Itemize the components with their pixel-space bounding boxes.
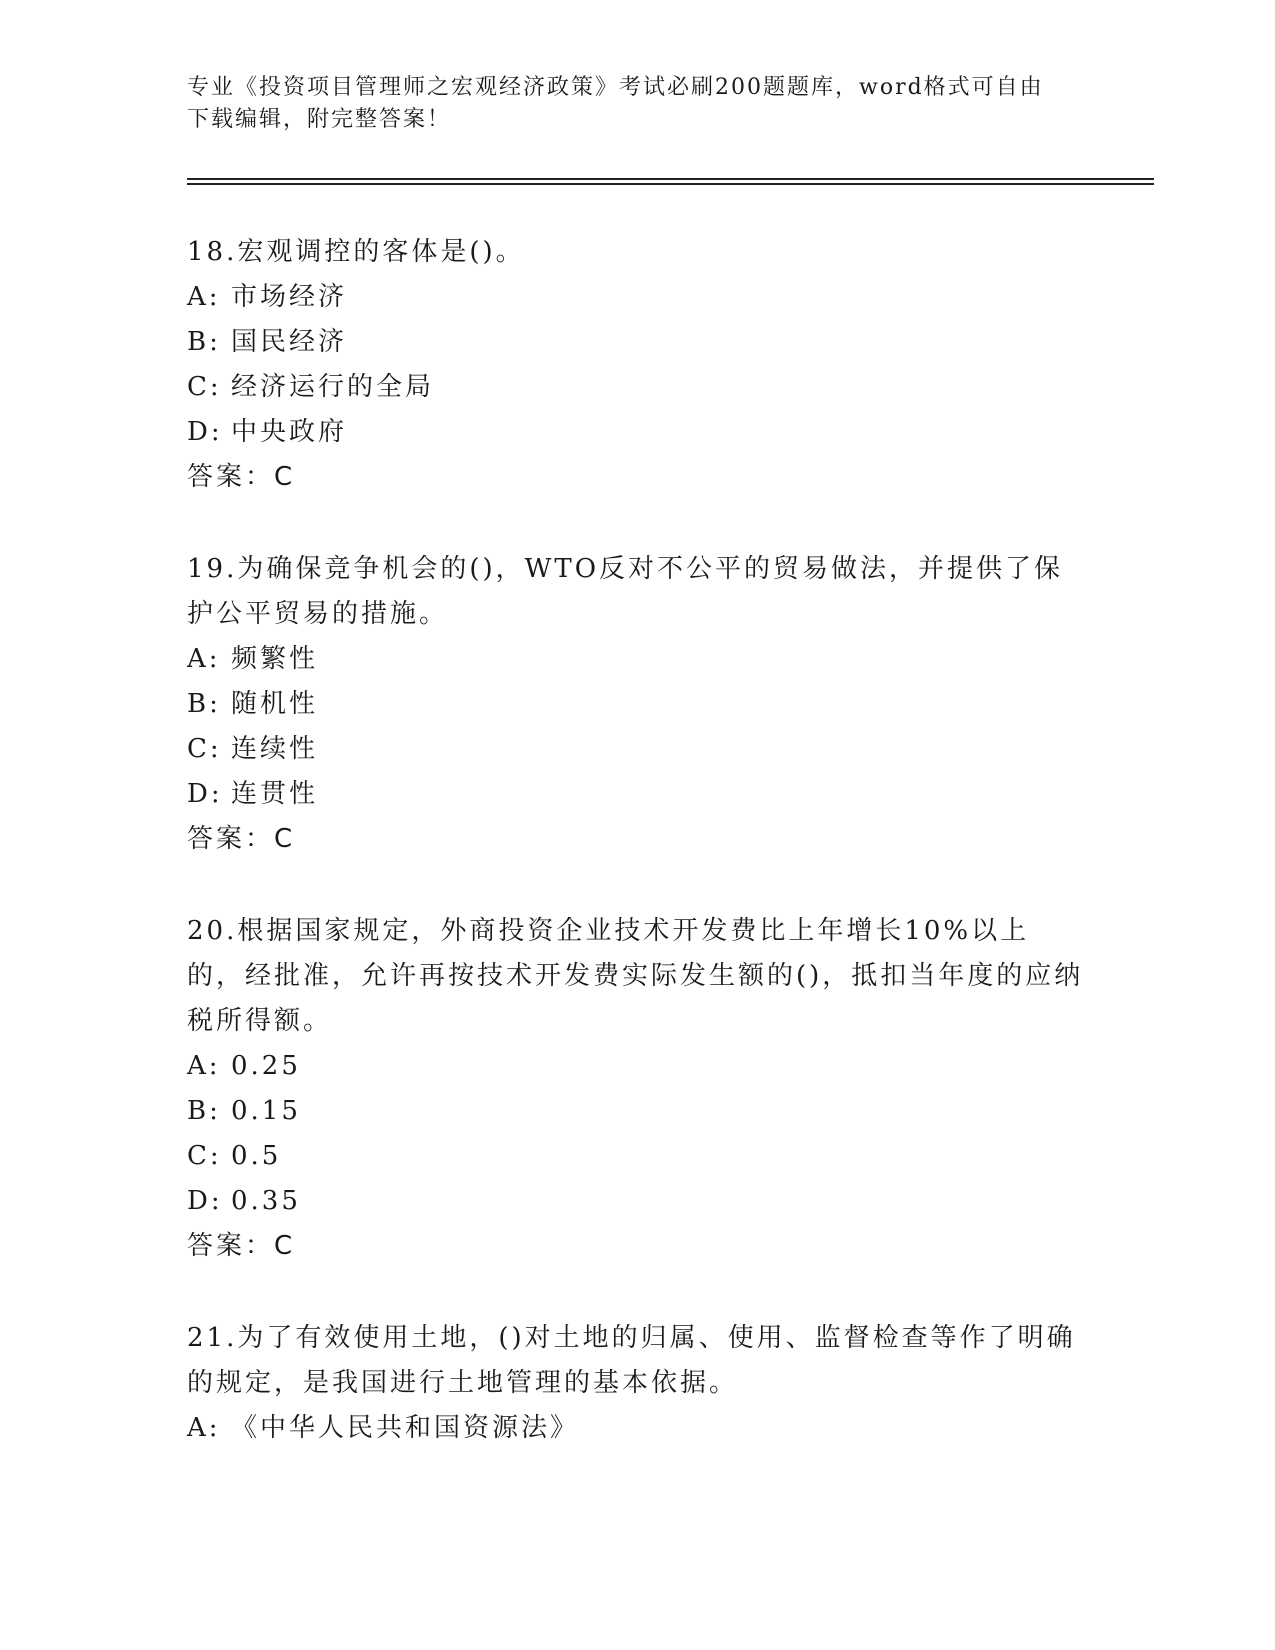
option-b (187, 320, 1087, 365)
option-c (187, 727, 1087, 772)
option-letter: A: (187, 282, 221, 312)
option-letter: D: (187, 1186, 223, 1216)
option-text: 频繁性 (231, 644, 319, 674)
question-item (187, 1316, 1087, 1451)
option-letter: D: (187, 779, 223, 809)
question-item (187, 230, 1087, 500)
option-text: 《中华人民共和国资源法》 (231, 1413, 580, 1443)
option-text: 连贯性 (231, 779, 319, 809)
header-divider-bottom (187, 183, 1154, 185)
option-text: 0.35 (231, 1186, 301, 1216)
question-stem: 19.为确保竞争机会的()，WTO反对不公平的贸易做法，并提供了保护公平贸易的措施。 (187, 554, 1064, 629)
option-b (187, 1089, 1087, 1134)
option-text: 经济运行的全局 (231, 372, 435, 402)
option-c (187, 1134, 1087, 1179)
option-letter: C: (187, 1141, 222, 1171)
option-b (187, 682, 1087, 727)
option-letter: B: (187, 689, 221, 719)
option-letter: D: (187, 417, 223, 447)
option-letter: B: (187, 1096, 221, 1126)
option-c (187, 365, 1087, 410)
option-d (187, 1179, 1087, 1224)
option-a (187, 1044, 1087, 1089)
question-item (187, 547, 1087, 862)
option-letter: A: (187, 644, 221, 674)
answer-line: 答案：C (187, 824, 296, 854)
question-stem: 21.为了有效使用土地，()对土地的归属、使用、监督检查等作了明确的规定，是我国进行土地管理的基本依据。 (187, 1323, 1076, 1398)
option-letter: A: (187, 1051, 221, 1081)
option-d (187, 410, 1087, 455)
option-text: 0.5 (231, 1141, 282, 1171)
option-text: 中央政府 (231, 417, 348, 447)
option-text: 随机性 (231, 689, 319, 719)
option-a (187, 275, 1087, 320)
question-stem: 18.宏观调控的客体是()。 (187, 237, 525, 267)
option-text: 市场经济 (231, 282, 348, 312)
option-a (187, 1406, 1087, 1451)
question-item (187, 909, 1087, 1269)
option-text: 0.15 (231, 1096, 301, 1126)
option-letter: C: (187, 372, 222, 402)
option-text: 国民经济 (231, 327, 348, 357)
header-divider-top (187, 178, 1154, 180)
option-d (187, 772, 1087, 817)
option-a (187, 637, 1087, 682)
document-header: 专业《投资项目管理师之宏观经济政策》考试必刷200题题库，word格式可自由下载编辑，附完整答案！ (187, 75, 1044, 132)
option-text: 0.25 (231, 1051, 301, 1081)
option-letter: A: (187, 1413, 221, 1443)
answer-line: 答案：C (187, 462, 296, 492)
option-letter: B: (187, 327, 221, 357)
question-list (187, 230, 1087, 1498)
option-letter: C: (187, 734, 222, 764)
question-stem: 20.根据国家规定，外商投资企业技术开发费比上年增长10%以上的，经批准，允许再按技术开发费实际发生额的()，抵扣当年度的应纳税所得额。 (187, 916, 1084, 1036)
option-text: 连续性 (231, 734, 319, 764)
answer-line: 答案：C (187, 1231, 296, 1261)
